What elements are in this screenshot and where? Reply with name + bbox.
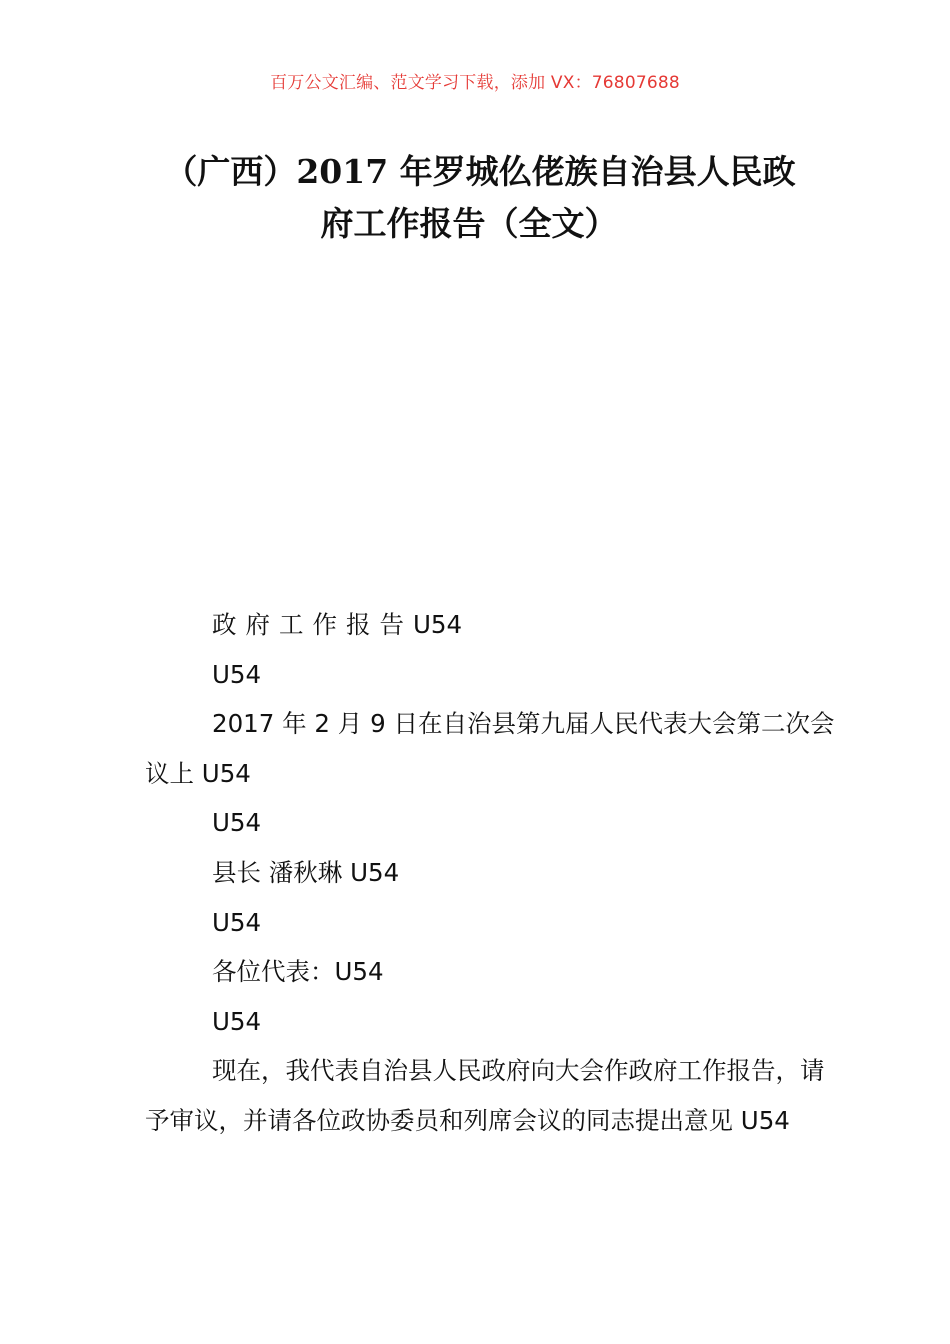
document-body: [145, 600, 835, 1146]
paragraph-meeting-date: 2017 年 2 月 9 日在自治县第九届人民代表大会第二次会议上 U54: [145, 709, 835, 788]
paragraph: U54: [212, 659, 262, 689]
paragraph-speaker: 县长 潘秋琳 U54: [212, 857, 400, 887]
watermark-banner: 百万公文汇编、范文学习下载，添加 VX：76807688: [270, 73, 680, 93]
paragraph-salutation: 各位代表：U54: [212, 957, 384, 987]
report-heading-line: [145, 600, 835, 650]
title-line-2: 府工作报告（全文）: [320, 204, 618, 243]
title-line-1: （广西）2017 年罗城仫佬族自治县人民政: [164, 152, 796, 191]
document-title: [0, 146, 950, 250]
paragraph: U54: [212, 907, 262, 937]
paragraph: U54: [212, 1006, 262, 1036]
paragraph-opening: 现在，我代表自治县人民政府向大会作政府工作报告，请予审议，并请各位政协委员和列席会议的同志提出意见 U54: [145, 1056, 825, 1135]
report-heading-marker: U54: [413, 610, 463, 639]
paragraph: U54: [212, 808, 262, 838]
report-heading: 政府工作报告: [212, 610, 413, 639]
